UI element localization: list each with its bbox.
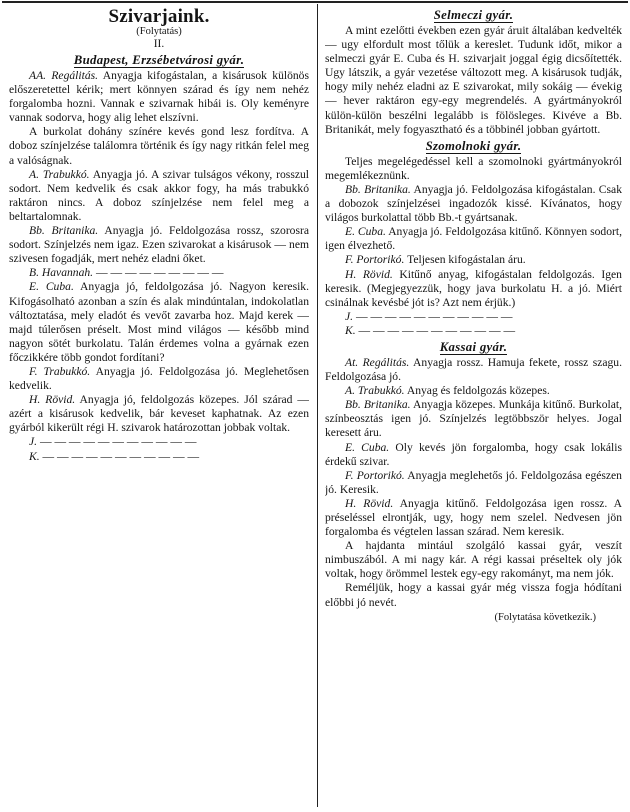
product-label: Bb. Britanika.	[29, 224, 99, 238]
paragraph	[325, 441, 622, 469]
paragraph	[325, 324, 622, 338]
paragraph-text: Anyagja jó. Feldolgozása jó. Meglehetősen kedvelik.	[9, 364, 309, 393]
paragraph-text: Anyag és feldolgozás közepes.	[404, 384, 550, 398]
product-label: F. Portorikó.	[345, 468, 405, 482]
paragraph	[9, 280, 309, 365]
product-label: Bb. Britanika.	[345, 182, 411, 196]
paragraph	[325, 253, 622, 267]
product-label: E. Cuba.	[345, 225, 386, 239]
paragraph	[9, 224, 309, 266]
kassa-paragraphs	[325, 356, 622, 610]
product-label: H. Rövid.	[29, 393, 76, 407]
paragraph-text: — — — — — — — — — — —	[37, 435, 197, 449]
part-number: II.	[153, 38, 165, 50]
paragraph	[325, 225, 622, 253]
product-label: K.	[345, 323, 356, 337]
paragraph-text: Anyagja jó. Feldolgozása kitűnő. Könnyen sodort, igen élvezhető.	[325, 225, 622, 253]
paragraph-text: Kitűnő anyag, kifogástalan feldolgozás. Igen keresik. (Megjegyezzük, hogy java burkolatu H. a jó. Miért csinálnak kevésbé jót is? Azt nem érjük.)	[325, 267, 622, 309]
paragraph-text: Anyagja kifogástalan, a kisárusok különös előszeretettel kérik; mert könnyen szárad és így nem nehéz forgalomba hozni. Vannak e szivarnak hibái is. Oly keményre vannak sodorva, hogy alig lehet elszívni.	[9, 69, 309, 125]
paragraph	[9, 450, 309, 464]
product-label: A. Trabukkó.	[29, 167, 90, 181]
product-label: F. Trabukkó.	[29, 364, 91, 378]
paragraph	[325, 183, 622, 225]
product-label: F. Portorikó.	[345, 253, 405, 267]
column-divider	[317, 4, 318, 807]
right-column	[325, 6, 622, 625]
paragraph-text: A hajdanta mintául szolgáló kassai gyár, veszít nimbuszából. A mi nagy kár. A régi kassai préseltek oly jók voltak, hogy örömmel lestek egy-egy rakományt, ma nem jók.	[325, 539, 622, 581]
paragraph-text: Anyagja jó, feldolgozás közepes. Jól szárad — azért a kisárusok kedvelik, bár keveset kaphatnak. Az ezen gyárból kikerült régi H. szivarok határozottan jobbak voltak.	[9, 393, 309, 435]
section-heading-budapest: Budapest, Erzsébetvárosi gyár.	[73, 53, 245, 67]
product-label: B. Havannah.	[29, 266, 94, 280]
paragraph-text: Anyagja kitűnő. Feldolgozása igen rossz. A préseléssel elrontják, ugy, hogy nem szelel. Nedvesen jön forgalomba és végtelen lassan szárad. Nem keresik.	[325, 496, 622, 539]
paragraph	[325, 268, 622, 310]
product-label: A. Trabukkó.	[345, 384, 405, 398]
paragraph	[325, 356, 622, 384]
paragraph-text: Oly kevés jön forgalomba, hogy csak lokális érdekű szivar.	[325, 440, 622, 468]
product-label: K.	[29, 449, 40, 463]
paragraph	[9, 393, 309, 435]
article-title: Szivarjaink.	[108, 6, 210, 27]
product-label: J.	[29, 435, 38, 449]
paragraph-text: A burkolat dohány színére kevés gond lesz fordítva. A doboz színjelzése találomra történik és így nagy ritkán felel meg a valóságnak.	[9, 125, 309, 167]
szomolnok-paragraphs	[325, 155, 622, 338]
product-label: E. Cuba.	[29, 280, 74, 294]
paragraph	[325, 497, 622, 539]
paragraph	[325, 310, 622, 324]
paragraph-text: Anyagja jó, feldolgozása jó. Nagyon keresik. Kifogásolható azonban a szín és alak mindúntalan, indokolatlan változtatása, mely eladót és vevőt zavarba hoz. Majd kerek — majd túlerősen préselt. Most mind világos — később mind nagyon sötét burkolatu. Talán érdemes volna a gyárnak ezen főczikkére több gondot fordítani?	[9, 280, 309, 364]
paragraph-text: Anyagja közepes. Munkája kitűnő. Burkolat, színbeosztás igen jó. Színjelzés legtöbbször helyes. Jogal keresett áru.	[325, 398, 622, 440]
product-label: AA. Regálitás.	[29, 69, 99, 82]
paragraph	[325, 398, 622, 440]
product-label: E. Cuba.	[345, 440, 390, 454]
selmecz-paragraphs	[325, 24, 622, 137]
paragraph	[325, 384, 622, 398]
product-label: Bb. Britanika.	[345, 398, 411, 412]
product-label: H. Rövid.	[345, 496, 394, 510]
paragraph	[325, 581, 622, 609]
article-subtitle: (Folytatás)	[136, 26, 182, 37]
paragraph-text: — — — — — — — — — — —	[355, 323, 516, 337]
paragraph-text: — — — — — — — — —	[93, 266, 224, 280]
left-column	[9, 6, 309, 464]
paragraph-text: Anyagja jó. A szivar tulságos vékony, rosszul sodort. Nem kedvelik és csak akkor fogy, ha más trabukkó raktáron nincs. A doboz színjelzése nem felel meg a beltartalomnak.	[9, 167, 309, 223]
paragraph	[325, 155, 622, 183]
paragraph	[325, 539, 622, 581]
paragraph	[325, 469, 622, 497]
paragraph-text: Anyagja rossz. Hamuja fekete, rossz szagu. Feldolgozása jó.	[325, 355, 622, 384]
paragraph	[9, 69, 309, 125]
paragraph-text: Anyagja jó. Feldolgozása kifogástalan. Csak a dobozok színjelzései ingadozók kissé. Kívánatos, hogy világos burkolattal több Bb.-t gyártsanak.	[325, 182, 622, 225]
paragraph-text: Anyagja meglehetős jó. Feldolgozása egészen jó. Keresik.	[325, 468, 622, 496]
paragraph-text: Reméljük, hogy a kassai gyár még vissza fogja hódítani előbbi jó nevét.	[325, 581, 622, 609]
section-heading-kassa: Kassai gyár.	[439, 339, 508, 354]
product-label: H. Rövid.	[345, 267, 393, 281]
paragraph-text: A mint ezelőtti években ezen gyár áruit általában kedvelték — ugy elfordult most tőlük a kereslet. Tudunk időt, mikor a selmeczi gyár E. Cuba és H. szivarjait joggal égig dicsőítették. Ugy látszik, a gyár vezetése változott meg. A kisárusok tudják, hogy mily nehéz eladni az E szivarokat, mily sokáig — évekig — hever raktáron egy-egy megrendelés. A gyártmányokról külön-külön beszélni legalább is fölösleges. Kivéve a Bb. Britanikát, mely fogyasztható és a többinél jobban gyártott.	[325, 24, 622, 136]
paragraph	[9, 435, 309, 449]
section-heading-szomolnok: Szomolnoki gyár.	[425, 138, 522, 153]
paragraph	[9, 365, 309, 393]
paragraph-text: Anyagja jó. Feldolgozása rossz, szorosra sodort. Színjelzés nem igaz. Ezen szivarokat a kisárusok — nem szivesen fogadják, mert nehéz eladni őket.	[9, 224, 309, 266]
left-paragraphs	[9, 69, 309, 464]
paragraph	[325, 24, 622, 137]
paragraph-text: Teljes megelégedéssel kell a szomolnoki gyártmányokról megemlékeznünk.	[325, 154, 622, 182]
section-heading-selmecz: Selmeczi gyár.	[433, 8, 514, 22]
paragraph	[9, 125, 309, 167]
paragraph	[9, 266, 309, 280]
top-rule	[2, 1, 628, 3]
paragraph-text: Teljesen kifogástalan áru.	[404, 253, 526, 267]
paragraph-text: — — — — — — — — — — —	[353, 309, 513, 323]
product-label: At. Regálitás.	[345, 355, 410, 369]
continuation-note: (Folytatása következik.)	[494, 611, 596, 623]
product-label: J.	[345, 309, 354, 323]
paragraph-text: — — — — — — — — — — —	[39, 449, 200, 463]
paragraph	[9, 168, 309, 224]
